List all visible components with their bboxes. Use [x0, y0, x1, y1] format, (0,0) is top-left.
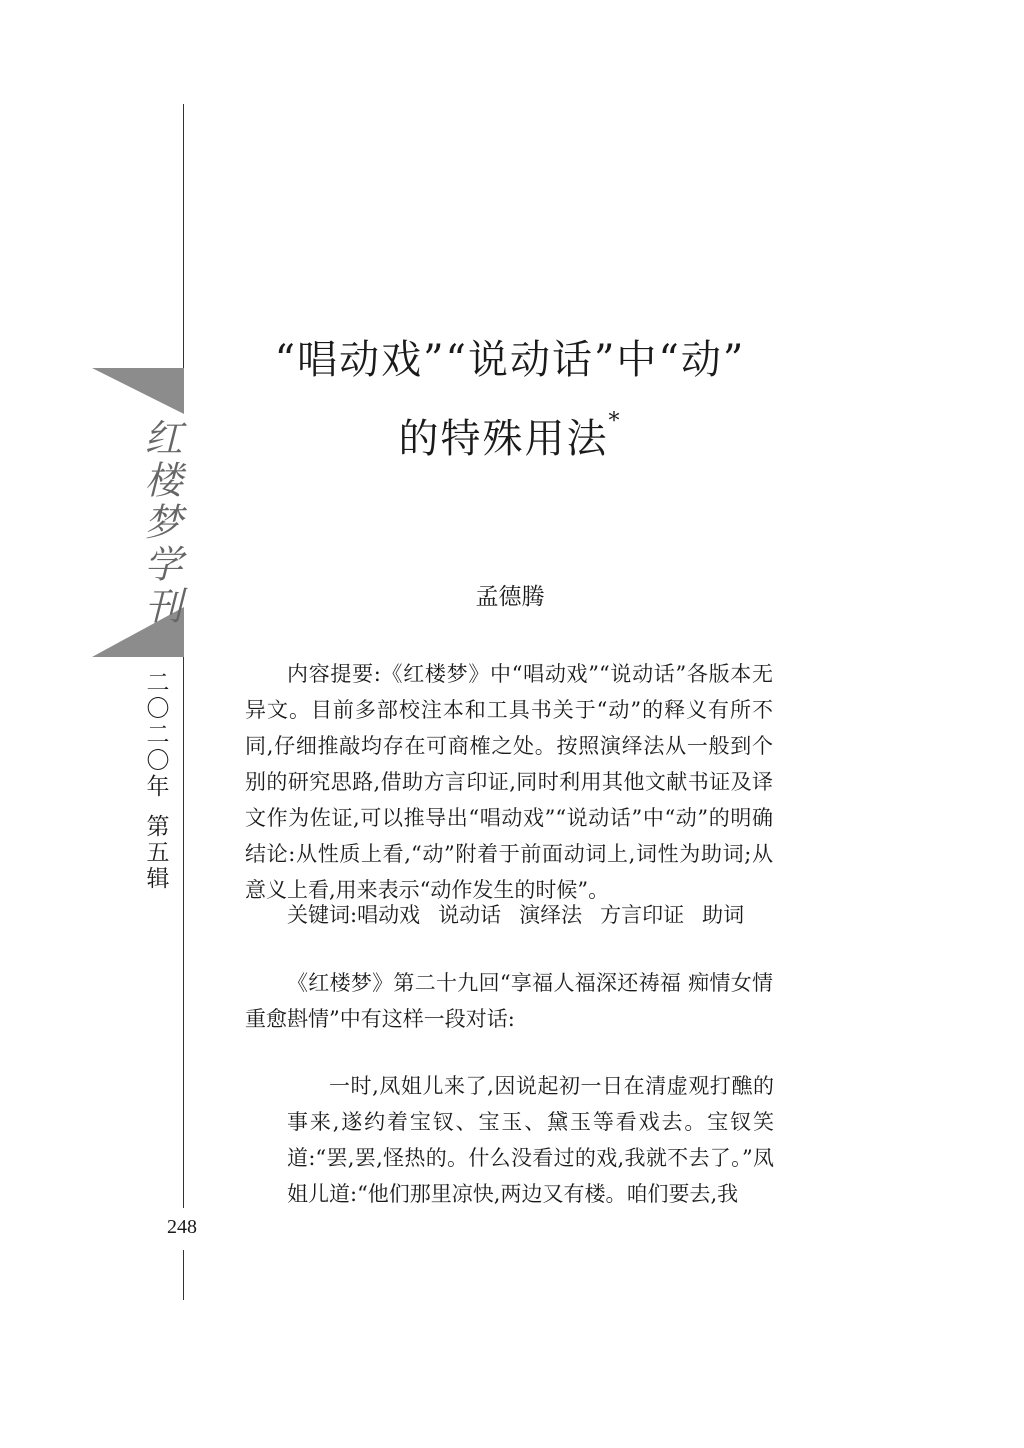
issue-char: 〇 [146, 696, 170, 722]
footnote-marker: * [608, 409, 622, 434]
article-title-line1: “唱动戏”“说动话”中“动” [274, 337, 746, 383]
margin-rule-middle [183, 653, 184, 1208]
keyword: 唱动戏 [357, 903, 421, 927]
issue-char: 〇 [146, 748, 170, 774]
keyword: 演绎法 [519, 903, 583, 927]
journal-name: 红楼梦学刊 [138, 418, 182, 628]
block-quote: 一时,凤姐儿来了,因说起初一日在清虚观打醮的事来,遂约着宝钗、宝玉、黛玉等看戏去。宝钗笑道:“罢,罢,怪热的。什么没看过的戏,我就不去了。”凤姐儿道:“他们那里凉快,两边又有楼。咱们要去,我 [287, 1074, 774, 1206]
keyword: 助词 [702, 903, 745, 927]
issue-char: 五 [146, 840, 170, 866]
abstract-text: 内容提要:《红楼梦》中“唱动戏”“说动话”各版本无异文。目前多部校注本和工具书关于“动”的释义有所不同,仔细推敲均存在可商榷之处。按照演绎法从一般到个别的研究思路,借助方言印证,同时利用其他文献书证及译文作为佐证,可以推导出“唱动戏”“说动话”中“动”的明确结论:从性质上看,“动”附着于前面动词上,词性为助词;从意义上看,用来表示“动作发生的时候”。 [245, 662, 773, 902]
abstract [245, 656, 773, 908]
article-title-line2 [230, 392, 790, 469]
issue-char: 二 [146, 722, 170, 748]
keywords [287, 900, 787, 930]
keyword: 说动话 [438, 903, 502, 927]
keyword: 方言印证 [600, 903, 685, 927]
author-name: 孟德腾 [475, 584, 545, 610]
margin-rule-bottom [183, 1250, 184, 1300]
body-intro-paragraph: 《红楼梦》第二十九回“享福人福深还祷福 痴情女情重愈斟情”中有这样一段对话: [245, 971, 773, 1031]
keywords-label: 关键词: [287, 903, 358, 927]
issue-info [140, 670, 176, 892]
title-text: 的特殊用法 [398, 416, 609, 462]
issue-char: 辑 [146, 866, 170, 892]
page-number: 248 [167, 1216, 197, 1238]
issue-char: 二 [146, 670, 170, 696]
issue-gap [140, 800, 176, 814]
issue-char: 第 [146, 814, 170, 840]
margin-band-top [92, 368, 184, 414]
margin-rule-top [183, 104, 184, 368]
issue-char: 年 [146, 774, 170, 800]
